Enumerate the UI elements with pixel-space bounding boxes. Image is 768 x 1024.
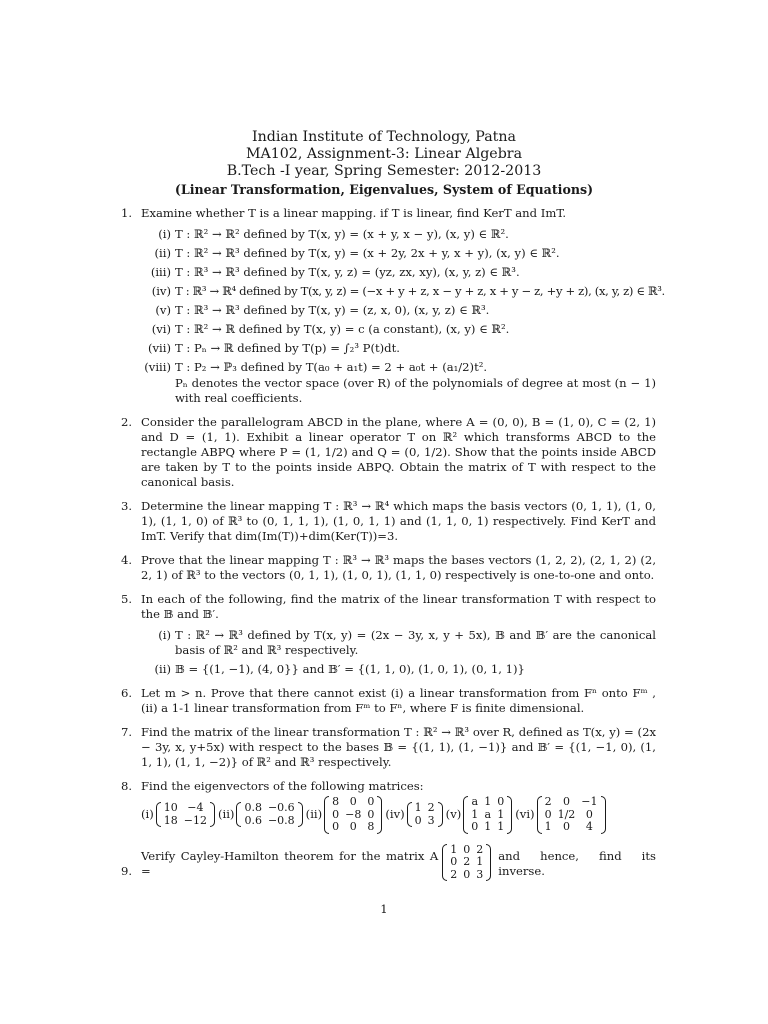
part-text: T : ℝ² → ℝ defined by T(x, y) = c (a constant), (x, y) ∈ ℝ².: [175, 322, 510, 336]
question-list: [121, 206, 665, 894]
matrix-entry: 1: [497, 820, 505, 833]
question-number: 6.: [121, 686, 133, 700]
question-7: [121, 725, 656, 770]
question-text-after: and hence, find its inverse.: [498, 849, 656, 879]
question-text: Prove that the linear mapping T : ℝ³ → ℝ³ maps the bases vectors (1, 2, 2), (2, 1, 2) (2, 2, 1) of ℝ³ to the vectors (0, 1, 1), (1, 0, 1), (1, 1, 0) respectively is one-to-one and onto.: [141, 553, 656, 582]
matrix-entry: 0: [562, 820, 570, 833]
question-6: [121, 686, 656, 716]
part-iii: [141, 265, 656, 280]
part-label: (vi): [151, 322, 171, 336]
matrix-entry: −12: [183, 813, 207, 827]
cayley-hamilton-matrix: [442, 844, 491, 882]
question-number: 4.: [121, 553, 133, 567]
matrix-entry: −0.8: [267, 813, 295, 827]
question-number: 2.: [121, 415, 133, 429]
matrix-entry: 1: [450, 842, 458, 856]
part-label: (i): [158, 628, 171, 642]
question-1: [121, 206, 665, 406]
matrix-entry: −8: [345, 807, 362, 821]
matrix-entry: 1: [476, 855, 484, 868]
matrix-entry: 0.8: [244, 801, 262, 815]
matrix-entry: 0: [463, 842, 471, 856]
matrix-entry: 1: [497, 807, 505, 821]
question-text: Determine the linear mapping T : ℝ³ → ℝ⁴ which maps the basis vectors (0, 1, 1), (1, 0, 1), (1, 1, 0) of ℝ³ to (0, 1, 1, 1), (1, 0, 1, 1) and (1, 1, 0, 1) respectively. Find KerT and ImT. Verify that dim(Im(T))+dim(Ker(T))=3.: [141, 499, 656, 543]
part-label: (vii): [147, 341, 171, 355]
matrix-entry: 3: [427, 813, 435, 827]
eigen-matrix-6: [537, 796, 606, 834]
matrix-entry: 2: [450, 867, 458, 881]
topics-subtitle: (Linear Transformation, Eigenvalues, System of Equations): [174, 182, 594, 197]
matrix-entry: 0: [544, 807, 552, 821]
question-text: Examine whether T is a linear mapping. if T is linear, find KerT and ImT.: [141, 206, 567, 220]
matrix-entry: 8: [367, 820, 375, 833]
eigen-matrix-1: [156, 802, 215, 827]
question-9: [121, 844, 656, 886]
question-3: [121, 499, 656, 544]
matrix-a: [442, 844, 494, 886]
matrix-entry: 2: [427, 801, 435, 815]
right-bracket: [601, 796, 606, 834]
question-text-before: Verify Cayley-Hamilton theorem for the matrix A =: [141, 849, 439, 879]
matrix-entry: 0: [367, 807, 375, 821]
matrix-entry: 0: [367, 795, 375, 808]
part-text: 𝔹 = {(1, −1), (4, 0}} and 𝔹′ = {(1, 1, 0), (1, 0, 1), (0, 1, 1)}: [175, 662, 525, 676]
question-5-parts: [141, 628, 656, 677]
matrix-entry: 3: [476, 867, 484, 881]
matrix-entry: 0: [497, 795, 505, 808]
matrix-entry: −0.6: [267, 801, 295, 815]
matrix-entry: 1: [414, 801, 422, 815]
question-4: [121, 553, 656, 583]
matrix-label: (ii): [305, 807, 323, 822]
page-number: 1: [380, 902, 388, 916]
matrix-entry: 0: [471, 820, 479, 833]
matrix-entry: 1: [484, 820, 492, 833]
matrix-entry: 4: [585, 820, 593, 833]
matrix-entry: 0: [349, 795, 357, 808]
matrix-entry: 0: [562, 795, 570, 808]
eigen-matrix-4: [407, 802, 443, 827]
right-bracket: [486, 844, 491, 882]
part-text: T : Pₙ → ℝ defined by T(p) = ∫₂³ P(t)dt.: [175, 341, 400, 355]
matrix-entry: 1/2: [557, 807, 576, 821]
question-text: [141, 844, 656, 886]
eigen-matrix-5: [463, 796, 512, 834]
part-label: (v): [155, 303, 171, 317]
part-text: T : ℝ³ → ℝ³ defined by T(x, y) = (z, x, 0), (x, y, z) ∈ ℝ³.: [175, 303, 490, 317]
question-1-parts: [141, 227, 665, 406]
right-bracket: [210, 802, 215, 827]
matrix-entry: 2: [544, 795, 552, 808]
institute-name: Indian Institute of Technology, Patna: [252, 129, 516, 145]
matrix-entry: 1: [471, 807, 479, 821]
matrix-entry: 0.6: [244, 813, 262, 827]
question-5: [121, 592, 656, 677]
question-number: 1.: [121, 206, 133, 220]
part-v: [141, 303, 656, 318]
matrix-entry: 0: [349, 820, 357, 833]
question-number: 9.: [121, 863, 133, 878]
matrix-entry: 18: [163, 813, 178, 827]
part-label: (iii): [150, 265, 171, 279]
right-bracket: [298, 802, 303, 827]
semester-line: B.Tech -I year, Spring Semester: 2012-2013: [226, 163, 542, 179]
question-text: In each of the following, find the matrix of the linear transformation T with respect to the 𝔹 and 𝔹′.: [141, 592, 656, 621]
right-bracket: [438, 802, 443, 827]
matrix-entry: 0: [414, 813, 422, 827]
part-label: (ii): [154, 246, 171, 260]
part-text: T : P₂ → ℙ₃ defined by T(a₀ + a₁t) = 2 + a₀t + (a₁/2)t².: [175, 360, 488, 374]
matrix-entry: 0: [585, 807, 593, 821]
eigen-matrix-3: [324, 796, 382, 834]
matrix-entry: 0: [463, 867, 471, 881]
matrix-entry: 1: [484, 795, 492, 808]
matrix-entry: 0: [332, 807, 340, 821]
document-header: [0, 129, 768, 198]
question-text: Find the eigenvectors of the following matrices:: [141, 779, 424, 793]
matrix-entry: 10: [163, 801, 178, 815]
part-label: (i): [158, 227, 171, 241]
question-text: Find the matrix of the linear transformation T : ℝ² → ℝ³ over R, defined as T(x, y) = (2x − 3y, x, y+5x) with respect to the bases 𝔹 = {(1, 1), (1, −1)} and 𝔹′ = {(1, −1, 0), (1, 1, 1), (1, 1, −2)} of ℝ² and ℝ³ respectively.: [141, 725, 656, 769]
eigen-matrices: [141, 796, 656, 834]
matrix-entry: 2: [463, 855, 471, 868]
question-number: 7.: [121, 725, 133, 739]
question-2: [121, 415, 656, 490]
matrix-label: (vi): [515, 807, 535, 822]
part-vii: [141, 341, 656, 356]
part-i: [141, 227, 656, 242]
part-text: T : ℝ² → ℝ² defined by T(x, y) = (x + y, x − y), (x, y) ∈ ℝ².: [175, 227, 509, 241]
part-text: T : ℝ² → ℝ³ defined by T(x, y) = (2x − 3y, x, y + 5x), 𝔹 and 𝔹′ are the canonical basis of ℝ² and ℝ³ respectively.: [175, 628, 656, 657]
part-viii: [141, 360, 656, 375]
matrix-entry: a: [484, 807, 492, 821]
matrix-entry: 0: [450, 855, 458, 868]
matrix-label: (ii): [217, 807, 235, 822]
part-iv: [141, 284, 665, 299]
part-text: T : ℝ³ → ℝ³ defined by T(x, y, z) = (yz, zx, xy), (x, y, z) ∈ ℝ³.: [175, 265, 520, 279]
course-title: MA102, Assignment-3: Linear Algebra: [245, 146, 523, 162]
matrix-entry: 2: [476, 842, 484, 856]
part-label: (iv): [151, 284, 171, 298]
eigen-matrix-2: [236, 802, 302, 827]
right-bracket: [507, 796, 512, 834]
matrix-label: (i): [141, 807, 154, 822]
matrix-label: (iv): [385, 807, 405, 822]
right-bracket: [377, 796, 382, 834]
matrix-entry: a: [471, 795, 479, 808]
question-number: 3.: [121, 499, 133, 513]
matrix-entry: 8: [332, 795, 340, 808]
part-label: (ii): [154, 662, 171, 676]
part-ii: [141, 246, 656, 261]
question-number: 5.: [121, 592, 133, 606]
question-number: 8.: [121, 779, 133, 793]
part-text: T : ℝ³ → ℝ⁴ defined by T(x, y, z) = (−x + y + z, x − y + z, x + y − z, +y + z), (x, y, z) ∈ ℝ³.: [175, 284, 665, 298]
pn-definition-note: Pₙ denotes the vector space (over R) of the polynomials of degree at most (n − 1) with real coefficients.: [175, 376, 656, 405]
part-label: (viii): [144, 360, 171, 374]
part-text: T : ℝ² → ℝ³ defined by T(x, y) = (x + 2y, 2x + y, x + y), (x, y) ∈ ℝ².: [175, 246, 560, 260]
matrix-entry: 1: [544, 820, 552, 833]
part-vi: [141, 322, 656, 337]
matrix-entry: −1: [581, 795, 598, 808]
matrix-entry: −4: [187, 801, 204, 815]
question-8: [121, 779, 656, 834]
matrix-entry: 0: [332, 820, 340, 833]
matrix-label: (v): [445, 807, 462, 822]
question-text: Let m > n. Prove that there cannot exist (i) a linear transformation from Fⁿ onto Fᵐ , (ii) a 1-1 linear transformation from Fᵐ to Fⁿ, where F is finite dimensional.: [141, 686, 656, 715]
part-ii: [141, 662, 656, 677]
part-i: [141, 628, 656, 658]
question-text: Consider the parallelogram ABCD in the plane, where A = (0, 0), B = (1, 0), C = (2, 1) and D = (1, 1). Exhibit a linear operator T on ℝ² which transforms ABCD to the rectangle ABPQ where P = (1, 1/2) and Q = (0, 1/2). Show that the points inside ABCD are taken by T to the points inside ABPQ. Obtain the matrix of T with respect to the canonical basis.: [141, 415, 656, 489]
